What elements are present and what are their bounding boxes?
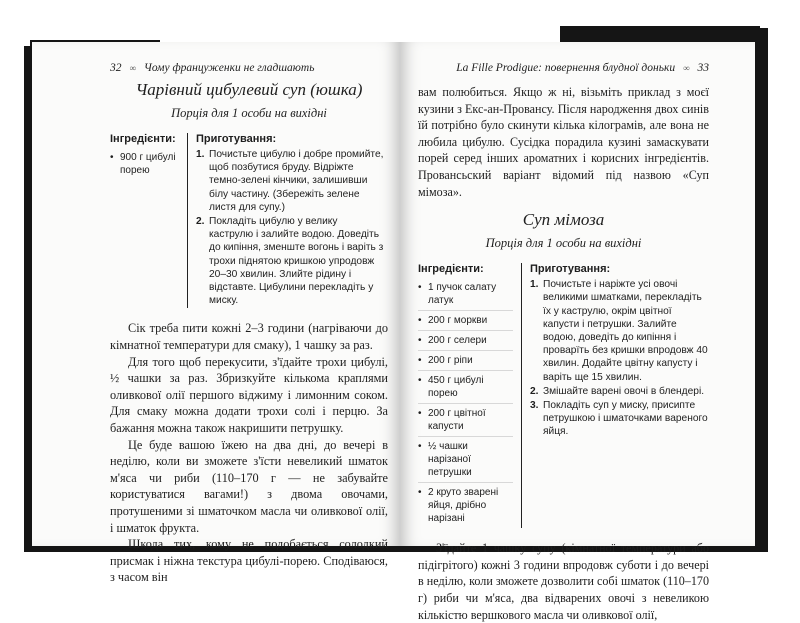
- preparation-step: 2. Покладіть цибулю у велику каструлю і залийте водою. Доведіть до кипіння, зменште вогонь і варіть з трохи піднятою кришкою упродовж 20–30 хвилин. Злийте рідину і відставте. Цибулини перекладіть у миску.: [196, 216, 384, 307]
- preparation-steps: [196, 148, 384, 307]
- left-page: [32, 42, 400, 585]
- preparation-step: 1. Почистьте і наріжте усі овочі великими шматками, перекладіть їх у каструлю, окрім цвітної капусти і петрушки. Залийте водою, доведіть до кипіння і проварїть без кришки впродовж 40 хвилин. Додайте цвітну капусту і варіть ще 15 хвилин.: [530, 279, 708, 383]
- preparation-step: 1. Почистьте цибулю і добре промийте, щоб позбутися бруду. Відріжте темно-зелені кінчики, залишивши білу частину. (Збережіть зелене листя для супу.): [196, 149, 384, 213]
- paragraph: Це буде вашою їжею на два дні, до вечері в неділю, коли ви зможете з'їсти невеликий шматок м'яса чи риби (110–170 г — не забувайте користуватися вагами!) з двома овочами, протушеними зі шматочком масла чи оливкової олії, і шматок фрукта.: [110, 437, 388, 535]
- ingredients-list: [418, 278, 513, 528]
- left-running-header: [110, 62, 388, 74]
- ingredient-item: • 200 г цвітної капусти: [418, 404, 513, 437]
- right-page-number: 33: [697, 62, 709, 74]
- ingredient-item: • 200 г моркви: [418, 311, 513, 331]
- ingredients-column: [418, 263, 522, 528]
- paragraph: Сік треба пити кожні 2–3 години (нагріваючи до кімнатної температури для смаку), 1 чашку за раз.: [110, 321, 388, 353]
- right-running-head-text: La Fille Prodigue: повернення блудної доньки: [456, 62, 676, 74]
- preparation-step: 3. Покладіть суп у миску, присипте петрушкою і шматочками вареного яйця.: [530, 399, 708, 438]
- preparation-column: [522, 263, 708, 528]
- left-page-number: 32: [110, 62, 122, 74]
- preparation-step: 2. Змішайте варені овочі в блендері.: [530, 385, 705, 397]
- ingredient-item: • 200 г ріпи: [418, 351, 513, 371]
- recipe-title: Чарівний цибулевий суп (юшка): [135, 80, 363, 99]
- paragraph: З'їдайте 1 чашку супу (кімнатної температури або підігрітого) кожні 3 години впродовж суботи і до вечері в неділю, коли зможете дозволити собі шматок (110–170 г) риби чи м'яса, два відварених овочі з невеликою кількістю вершкового масла чи оливкової олії,: [418, 541, 709, 622]
- ornament-icon: ∞: [683, 63, 690, 73]
- ingredients-list: [110, 148, 179, 180]
- ingredient-item: • ½ чашки нарізаної петрушки: [418, 437, 513, 483]
- recipe-portion: Порція для 1 особи на вихідні: [485, 236, 642, 251]
- recipe-portion: Порція для 1 особи на вихідні: [171, 106, 327, 120]
- preparation-steps: [530, 278, 708, 438]
- right-page: [400, 42, 755, 622]
- paragraph: Шкода тих, кому не подобається солодкий присмак і ніжна текстура цибулі-порею. Сподіваюся, з часом він: [110, 537, 388, 585]
- ingredient-item: • 2 круто зварені яйця, дрібно нарізані: [418, 483, 513, 528]
- right-body-text-top: [418, 84, 709, 200]
- recipe-box: [418, 263, 709, 528]
- ingredients-column: [110, 133, 188, 308]
- left-body-text: [110, 320, 388, 586]
- preparation-heading: Приготування:: [530, 263, 611, 276]
- ingredients-heading: Інгредієнти:: [110, 133, 176, 145]
- recipe-title: Суп мімоза: [522, 210, 605, 230]
- recipe-box: [110, 133, 388, 308]
- preparation-column: [188, 133, 384, 308]
- ingredient-item: • 900 г цибулі порею: [110, 148, 179, 180]
- ingredients-heading: Інгредієнти:: [418, 263, 484, 276]
- paragraph: Для того щоб перекусити, з'їдайте трохи цибулі, ½ чашки за раз. Збризкуйте кількома краплями оливкової олії першого віджиму і лимонним соком. Для смаку можна додати трохи солі і перцю. За бажання можна також накришити петрушку.: [110, 354, 388, 435]
- book-top-edge-right: [560, 26, 760, 42]
- right-body-text-bottom: [418, 540, 709, 623]
- right-running-header: [418, 62, 709, 74]
- preparation-heading: Приготування:: [196, 133, 277, 145]
- left-running-head-text: Чому француженки не гладшають: [143, 62, 315, 74]
- ingredient-item: • 200 г селери: [418, 331, 513, 351]
- ornament-icon: ∞: [129, 63, 136, 73]
- ingredient-item: • 450 г цибулі порею: [418, 371, 513, 404]
- paragraph: вам полюбиться. Якщо ж ні, візьміть приклад з моєї кузини з Екс-ан-Провансу. Після народження двох синів їй потрібно було скинути кілька кілограмів, але вона не любила цибулю. Сусідка порадила кузині замаскувати порей серед інших ароматних і корисних інгредієнтів. Провансьский варіант відомий під назвою «Суп мімоза».: [418, 85, 709, 199]
- ingredient-item: • 1 пучок салату латук: [418, 278, 513, 311]
